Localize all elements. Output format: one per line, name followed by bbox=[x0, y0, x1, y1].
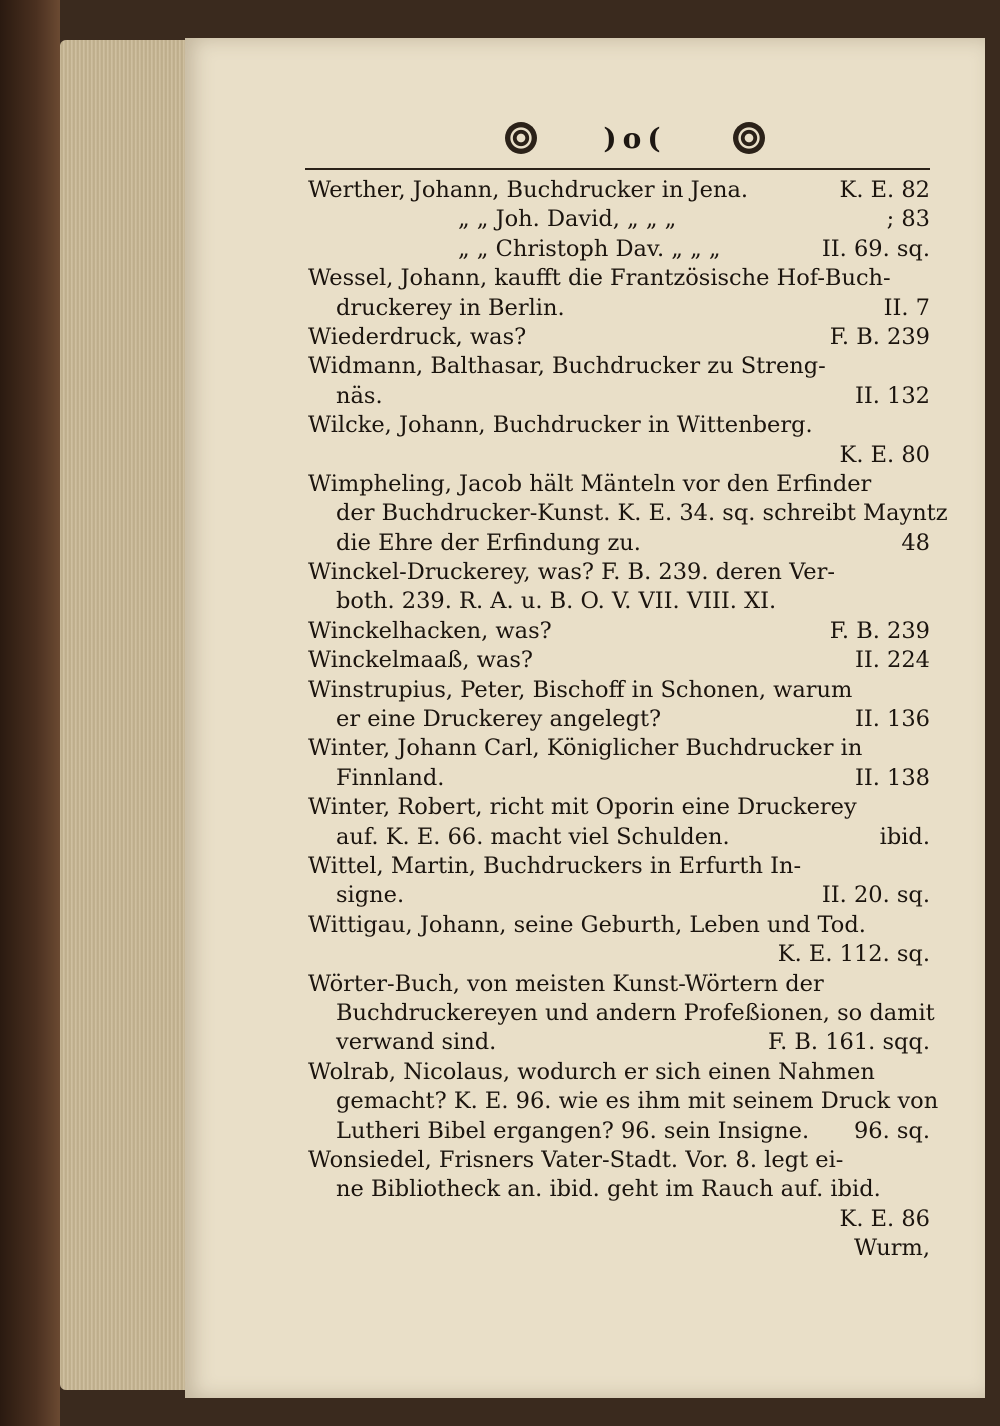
entry-text: Wessel, Johann, kaufft die Frantzösische Hof-Buch- bbox=[308, 265, 891, 292]
index-line bbox=[308, 705, 930, 734]
left-ornament-icon bbox=[505, 122, 537, 154]
entry-text: druckerey in Berlin. bbox=[336, 294, 565, 321]
index-line bbox=[308, 558, 930, 587]
entry-reference bbox=[920, 470, 930, 499]
entry-reference bbox=[938, 1087, 948, 1116]
index-line bbox=[308, 1028, 930, 1057]
index-line bbox=[308, 911, 930, 940]
entry-reference bbox=[948, 499, 958, 528]
entry-reference bbox=[920, 1058, 930, 1087]
entry-reference: II. 138 bbox=[854, 764, 930, 791]
index-line bbox=[308, 734, 930, 763]
entry-reference bbox=[920, 1146, 930, 1175]
entry-text: both. 239. R. A. u. B. O. V. VII. VIII. XI. bbox=[336, 588, 777, 615]
index-line bbox=[308, 1058, 930, 1087]
index-line bbox=[308, 676, 930, 705]
entry-reference bbox=[920, 852, 930, 881]
entry-reference: ibid. bbox=[879, 823, 930, 850]
entry-reference bbox=[920, 911, 930, 940]
entry-text: Widmann, Balthasar, Buchdrucker zu Streng- bbox=[308, 353, 826, 380]
index-line bbox=[308, 294, 930, 323]
entry-reference bbox=[920, 558, 930, 587]
entry-reference bbox=[920, 587, 930, 616]
entry-reference bbox=[920, 734, 930, 763]
entry-reference bbox=[920, 970, 930, 999]
index-line bbox=[308, 176, 930, 205]
entry-reference: K. E. 86 bbox=[839, 1205, 930, 1232]
entry-reference bbox=[920, 676, 930, 705]
entry-text: „ „ Christoph Dav. „ „ „ bbox=[458, 235, 721, 262]
page-edges bbox=[60, 40, 190, 1390]
index-line bbox=[308, 1234, 930, 1263]
index-line bbox=[308, 323, 930, 352]
index-entries bbox=[308, 176, 948, 1263]
index-line bbox=[308, 529, 930, 558]
entry-text: Wimpheling, Jacob hält Mänteln vor den Erfinder bbox=[308, 470, 872, 497]
entry-text: ne Bibliotheck an. ibid. geht im Rauch auf. ibid. bbox=[336, 1176, 881, 1203]
index-line bbox=[308, 823, 930, 852]
index-line bbox=[308, 382, 930, 411]
entry-text: Wittigau, Johann, seine Geburth, Leben und Tod. bbox=[308, 911, 866, 938]
index-line bbox=[308, 205, 930, 234]
index-line bbox=[308, 970, 930, 999]
entry-reference: II. 132 bbox=[854, 382, 930, 409]
index-line bbox=[308, 793, 930, 822]
entry-text: Wittel, Martin, Buchdruckers in Erfurth In- bbox=[308, 852, 802, 879]
entry-reference: F. B. 239 bbox=[829, 617, 930, 644]
entry-reference: II. 69. sq. bbox=[821, 235, 930, 262]
index-line bbox=[308, 999, 935, 1028]
entry-text: Winstrupius, Peter, Bischoff in Schonen, warum bbox=[308, 676, 853, 703]
index-line bbox=[308, 646, 930, 675]
entry-text: näs. bbox=[336, 382, 383, 409]
entry-text: Winter, Robert, richt mit Oporin eine Druckerey bbox=[308, 794, 857, 821]
entry-reference: 96. sq. bbox=[853, 1117, 930, 1144]
right-ornament-icon bbox=[733, 122, 765, 154]
index-line bbox=[308, 1087, 939, 1116]
header-rule bbox=[305, 168, 930, 170]
entry-text: Wolrab, Nicolaus, wodurch er sich einen Nahmen bbox=[308, 1058, 875, 1085]
index-line bbox=[308, 235, 930, 264]
entry-reference: Wurm, bbox=[854, 1235, 930, 1262]
entry-reference: II. 20. sq. bbox=[821, 882, 930, 909]
entry-reference bbox=[920, 411, 930, 440]
entry-reference: F. B. 161. sqq. bbox=[767, 1029, 930, 1056]
entry-text: er eine Druckerey angelegt? bbox=[336, 706, 662, 733]
entry-reference: 48 bbox=[901, 529, 930, 556]
entry-text: signe. bbox=[336, 882, 405, 909]
entry-text: die Ehre der Erfindung zu. bbox=[336, 529, 641, 556]
entry-reference bbox=[920, 1175, 930, 1204]
index-line bbox=[308, 881, 930, 910]
page-header bbox=[505, 118, 765, 158]
page-number: )o( bbox=[603, 121, 667, 155]
entry-text: Winckelhacken, was? bbox=[308, 617, 552, 644]
entry-text: Wörter-Buch, von meisten Kunst-Wörtern der bbox=[308, 970, 824, 997]
entry-reference: ; 83 bbox=[886, 206, 930, 233]
entry-text: Wonsiedel, Frisners Vater-Stadt. Vor. 8. legt ei- bbox=[308, 1146, 844, 1173]
index-line bbox=[308, 264, 930, 293]
index-line bbox=[308, 470, 930, 499]
entry-text: Winckelmaaß, was? bbox=[308, 647, 533, 674]
entry-reference bbox=[920, 352, 930, 381]
index-line bbox=[308, 441, 930, 470]
entry-text: Buchdruckereyen und andern Profeßionen, so damit bbox=[336, 999, 935, 1026]
entry-reference bbox=[935, 999, 945, 1028]
index-line bbox=[308, 852, 930, 881]
entry-text: verwand sind. bbox=[336, 1029, 497, 1056]
entry-reference: F. B. 239 bbox=[829, 323, 930, 350]
index-line bbox=[308, 1205, 930, 1234]
book-spine bbox=[0, 0, 60, 1426]
index-line bbox=[308, 352, 930, 381]
entry-text: Winckel-Druckerey, was? F. B. 239. deren Ver- bbox=[308, 559, 835, 586]
entry-text: Winter, Johann Carl, Königlicher Buchdrucker in bbox=[308, 735, 863, 762]
entry-text: Werther, Johann, Buchdrucker in Jena. bbox=[308, 177, 749, 203]
entry-text: Wiederdruck, was? bbox=[308, 323, 527, 350]
index-line bbox=[308, 587, 930, 616]
index-line bbox=[308, 411, 930, 440]
entry-reference bbox=[920, 264, 930, 293]
entry-reference: K. E. 80 bbox=[839, 441, 930, 468]
index-line bbox=[308, 1146, 930, 1175]
entry-reference: II. 224 bbox=[854, 647, 930, 674]
entry-text: auf. K. E. 66. macht viel Schulden. bbox=[336, 823, 730, 850]
entry-reference: K. E. 112. sq. bbox=[777, 941, 930, 968]
entry-reference bbox=[920, 793, 930, 822]
entry-text: Wilcke, Johann, Buchdrucker in Wittenberg. bbox=[308, 412, 813, 439]
index-line bbox=[308, 499, 948, 528]
entry-text: der Buchdrucker-Kunst. K. E. 34. sq. schreibt Mayntz bbox=[336, 500, 948, 527]
entry-reference: K. E. 82 bbox=[839, 177, 930, 203]
entry-text: gemacht? K. E. 96. wie es ihm mit seinem Druck von bbox=[336, 1088, 939, 1115]
entry-reference: II. 136 bbox=[854, 706, 930, 733]
index-line bbox=[308, 617, 930, 646]
index-line bbox=[308, 1175, 930, 1204]
entry-text: Finnland. bbox=[336, 764, 445, 791]
entry-text: Lutheri Bibel ergangen? 96. sein Insigne. bbox=[336, 1117, 810, 1144]
index-line bbox=[308, 940, 930, 969]
entry-reference: II. 7 bbox=[883, 294, 930, 321]
index-line bbox=[308, 764, 930, 793]
entry-text: „ „ Joh. David, „ „ „ bbox=[458, 206, 677, 233]
index-line bbox=[308, 1117, 930, 1146]
